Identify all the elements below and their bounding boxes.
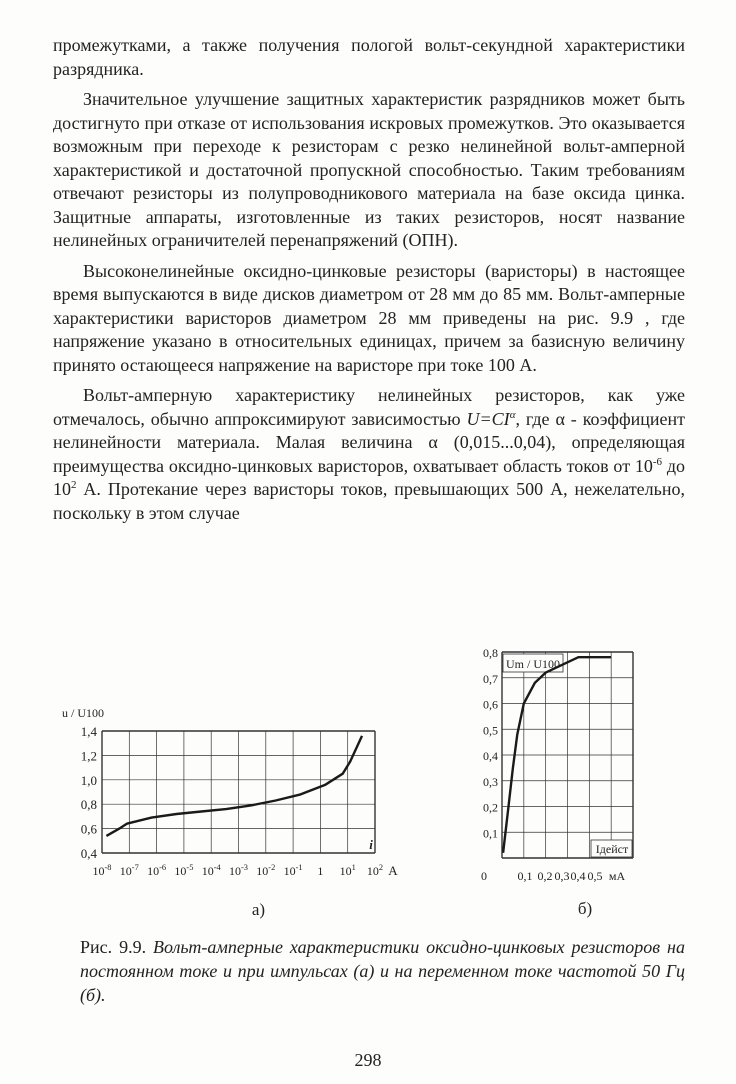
panel-label-a: а) <box>251 900 266 919</box>
x-tick-label: $10^1$ <box>339 863 356 878</box>
y-tick-label: 0,5 <box>483 723 498 738</box>
y-tick-label: 1,0 <box>80 772 97 788</box>
x-unit: А <box>388 863 398 878</box>
y-tick-label: 0,3 <box>483 774 498 789</box>
x-tick-label: 0 <box>481 869 487 883</box>
paragraph-4 <box>53 384 685 525</box>
figure-caption <box>80 935 685 1007</box>
caption-body: Вольт-амперные характеристики оксидно-цинковых резисторов на постоянном токе и при импульсах (а) и на переменном токе частотой 50 Гц (б). <box>80 937 685 1005</box>
y-tick-label: 0,8 <box>80 797 97 813</box>
x-tick-label: 0,3 <box>554 869 570 883</box>
x-tick-label: $10^2$ <box>366 863 384 878</box>
chart-a <box>50 695 410 925</box>
y-tick-label: 0,7 <box>483 671 498 686</box>
exp-2: 2 <box>71 479 77 491</box>
p4-text-c: до 10 <box>53 455 685 499</box>
exp-1: -6 <box>652 455 663 468</box>
page-number: 298 <box>354 1050 382 1070</box>
y-axis-label: Um / U100 <box>506 657 560 671</box>
formula-exponent: α <box>509 408 516 421</box>
p4-text-d: А. Протекание через варисторы токов, превышающих 500 А, нежелательно, поскольку в этом случае <box>53 479 685 523</box>
x-tick-label: $10^{-5}$ <box>174 863 194 878</box>
y-tick-label: 0,1 <box>483 826 498 841</box>
formula-base: U=CI <box>466 408 510 429</box>
x-tick-label: 1 <box>317 864 324 878</box>
y-tick-label: 0,6 <box>80 821 97 837</box>
y-tick-label: 0,4 <box>80 846 97 861</box>
x-tick-label: 0,2 <box>537 869 553 883</box>
x-tick-label: $10^{-4}$ <box>201 863 221 878</box>
x-tick-label: $10^{-2}$ <box>256 863 276 878</box>
x-tick-label: $10^{-1}$ <box>283 863 303 878</box>
caption-label: Рис. 9.9. <box>80 937 147 957</box>
p4-text-b: , где α - коэффициент нелинейности материала. Малая величина α (0,015...0,04), определяющая преимущества оксидно-цинковых варисторов, охватывает область токов от 10 <box>53 408 685 476</box>
y-tick-label: 1,4 <box>80 724 97 739</box>
chart-b <box>465 640 705 925</box>
p4-text-a: Вольт-амперную характеристику нелинейных резисторов, как уже отмечалось, обычно аппроксимируют зависимостью <box>53 385 685 429</box>
panel-label-b: б) <box>577 899 593 918</box>
y-tick-label: 1,2 <box>80 748 97 764</box>
formula <box>467 409 516 429</box>
paragraph-2: Значительное улучшение защитных характеристик разрядников может быть достигнуто при отказе от использования искровых промежутков. Это оказывается возможным при переходе к резисторам с резко нелинейной вольт-амперной характеристикой и достаточной пропускной способностью. Таким требованиям отвечают резисторы из полупроводникового материала на базе оксида цинка. Защитные аппараты, изготовленные из таких резисторов, носят название нелинейных ограничителей перенапряжений (ОПН). <box>53 89 685 250</box>
y-axis-label: u / U100 <box>62 706 104 720</box>
x-tick-label: 0,4 <box>570 869 586 883</box>
paragraph-3: Высоконелинейные оксидно-цинковые резисторы (варисторы) в настоящее время выпускаются в виде дисков диаметром от 28 мм до 85 мм. Вольт-амперные характеристики варисторов диаметром 28 мм приведены на рис. 9.9 , где напряжение указано в относительных единицах, причем за базисную величину принято остающееся напряжение на варисторе при токе 100 А. <box>53 260 685 375</box>
paragraph-1: промежутками, а также получения пологой вольт-секундной характеристики разрядника. <box>53 35 685 79</box>
y-tick-label: 0,8 <box>483 646 498 660</box>
y-tick-label: 0,2 <box>483 800 498 815</box>
x-tick-label: $10^{-7}$ <box>119 863 139 878</box>
x-tick-label: $10^{-3}$ <box>229 863 248 878</box>
series-line <box>106 736 362 836</box>
x-tick-label: $10^{-8}$ <box>92 863 112 878</box>
x-tick-label: $10^{-6}$ <box>147 863 167 878</box>
y-tick-label: 0,4 <box>483 749 498 763</box>
x-tick-label: 0,5 <box>587 869 603 883</box>
x-axis-label: i <box>369 837 373 852</box>
body-text <box>53 34 685 525</box>
x-tick-label: 0,1 <box>517 869 533 883</box>
y-tick-label: 0,6 <box>483 697 498 712</box>
x-axis-label: Iдейст <box>595 842 629 856</box>
x-unit: мА <box>608 869 626 883</box>
